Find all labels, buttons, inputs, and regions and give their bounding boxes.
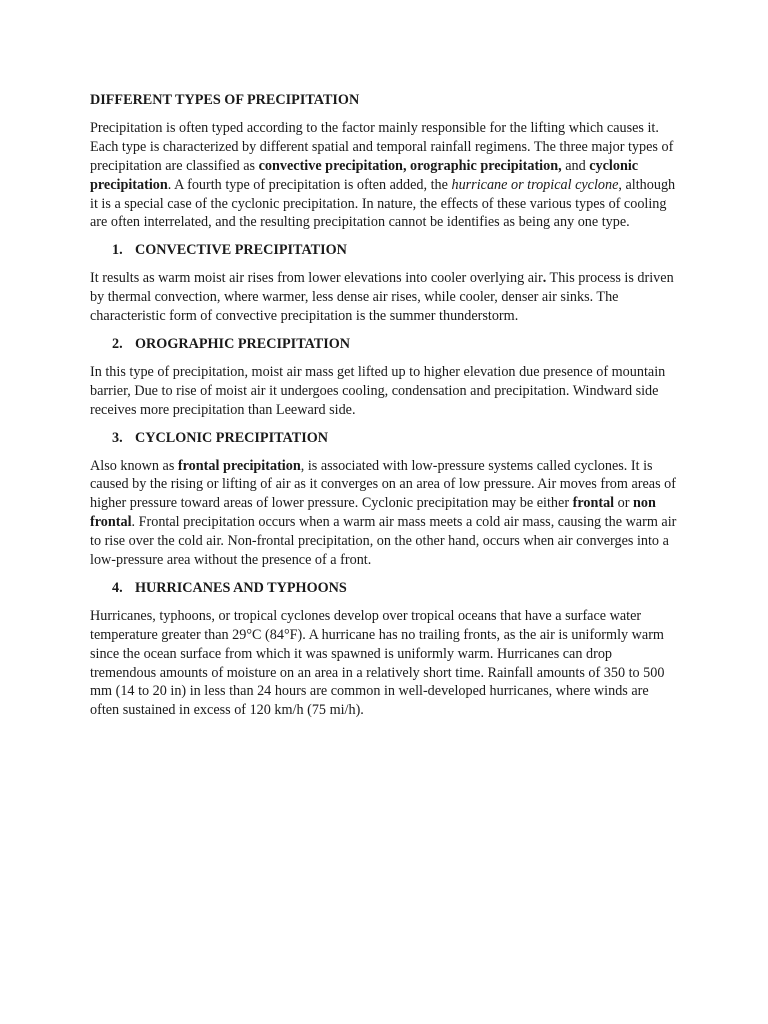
intro-bold-cyclonic: cyclonic precipitation <box>90 157 639 193</box>
intro-text: . A fourth type of precipitation is often added, the <box>167 176 452 193</box>
section-number: 3. <box>112 429 123 446</box>
section-heading-text: OROGRAPHIC PRECIPITATION <box>135 335 351 352</box>
section-number: 4. <box>112 579 123 596</box>
section-heading-text: CYCLONIC PRECIPITATION <box>135 429 328 446</box>
section-heading-cyclonic <box>90 429 680 448</box>
section-text: It results as warm moist air rises from lower elevations into cooler overlying air <box>90 270 543 287</box>
section-text: , is associated with low-pressure systems called cyclones. It is caused by the rising or lifting of air as it converges on an area of low pressure. Air moves from areas of higher pressure toward areas of lower pressure. Cyclonic precipitation may be either <box>90 457 676 512</box>
section-heading-orographic <box>90 335 680 354</box>
section-text: In this type of precipitation, moist air mass get lifted up to higher elevation due presence of mountain barrier, Due to rise of moist air it undergoes cooling, condensation and precipitation. Windward side receives more precipitation than Leeward side. <box>90 363 666 418</box>
section-text: Hurricanes, typhoons, or tropical cyclones develop over tropical oceans that have a surface water temperature greater than 29°C (84°F). A hurricane has no trailing fronts, as the air is uniformly warm since the ocean surface from which it was spawned is uniformly warm. Hurricanes can drop tremendous amounts of moisture on an area in a relatively short time. Rainfall amounts of 350 to 500 mm (14 to 20 in) in less than 24 hours are common in well-developed hurricanes, where winds are often sustained in excess of 120 km/h (75 mi/h). <box>90 607 665 719</box>
intro-text: , although it is a special case of the cyclonic precipitation. In nature, the effects of these various types of cooling are often interrelated, and the resulting precipitation cannot be identifies as being any one type. <box>90 176 676 231</box>
section-paragraph-convective <box>90 269 680 326</box>
section-heading-text: HURRICANES AND TYPHOONS <box>135 579 347 596</box>
document-title: DIFFERENT TYPES OF PRECIPITATION <box>90 92 360 108</box>
section-heading-hurricanes <box>90 579 680 598</box>
intro-text: and <box>561 157 590 174</box>
section-paragraph-orographic <box>90 363 680 420</box>
section-text: This process is driven by thermal convection, where warmer, less dense air rises, while cooler, denser air sinks. The characteristic form of convective precipitation is the summer thunderstorm. <box>90 270 674 325</box>
section-text: Also known as <box>90 457 178 474</box>
section-number: 1. <box>112 242 123 259</box>
intro-italic-hurricane: hurricane or tropical cyclone <box>451 176 619 193</box>
section-bold-frontal-precipitation: frontal precipitation <box>177 457 301 474</box>
section-bold-non-frontal: non frontal <box>90 495 656 531</box>
section-heading-text: CONVECTIVE PRECIPITATION <box>135 242 347 259</box>
section-paragraph-hurricanes <box>90 607 680 720</box>
intro-paragraph <box>90 119 680 232</box>
section-text: or <box>614 495 634 512</box>
section-paragraph-cyclonic <box>90 457 680 570</box>
section-heading-convective <box>90 241 680 260</box>
document-page <box>90 91 680 729</box>
section-text: . Frontal precipitation occurs when a warm air mass meets a cold air mass, causing the warm air to rise over the cold air. Non-frontal precipitation, on the other hand, occurs when air converges into a low-pressure area without the presence of a front. <box>90 514 677 569</box>
section-number: 2. <box>112 335 123 352</box>
section-bold-frontal: frontal <box>572 495 615 512</box>
intro-text: Precipitation is often typed according to the factor mainly responsible for the lifting which causes it. Each type is characterized by different spatial and temporal rainfall regimens. The three major types of precipitation are classified as <box>90 119 674 174</box>
intro-bold-types: convective precipitation, orographic precipitation, <box>258 157 562 174</box>
section-bold-period: . <box>542 270 547 287</box>
